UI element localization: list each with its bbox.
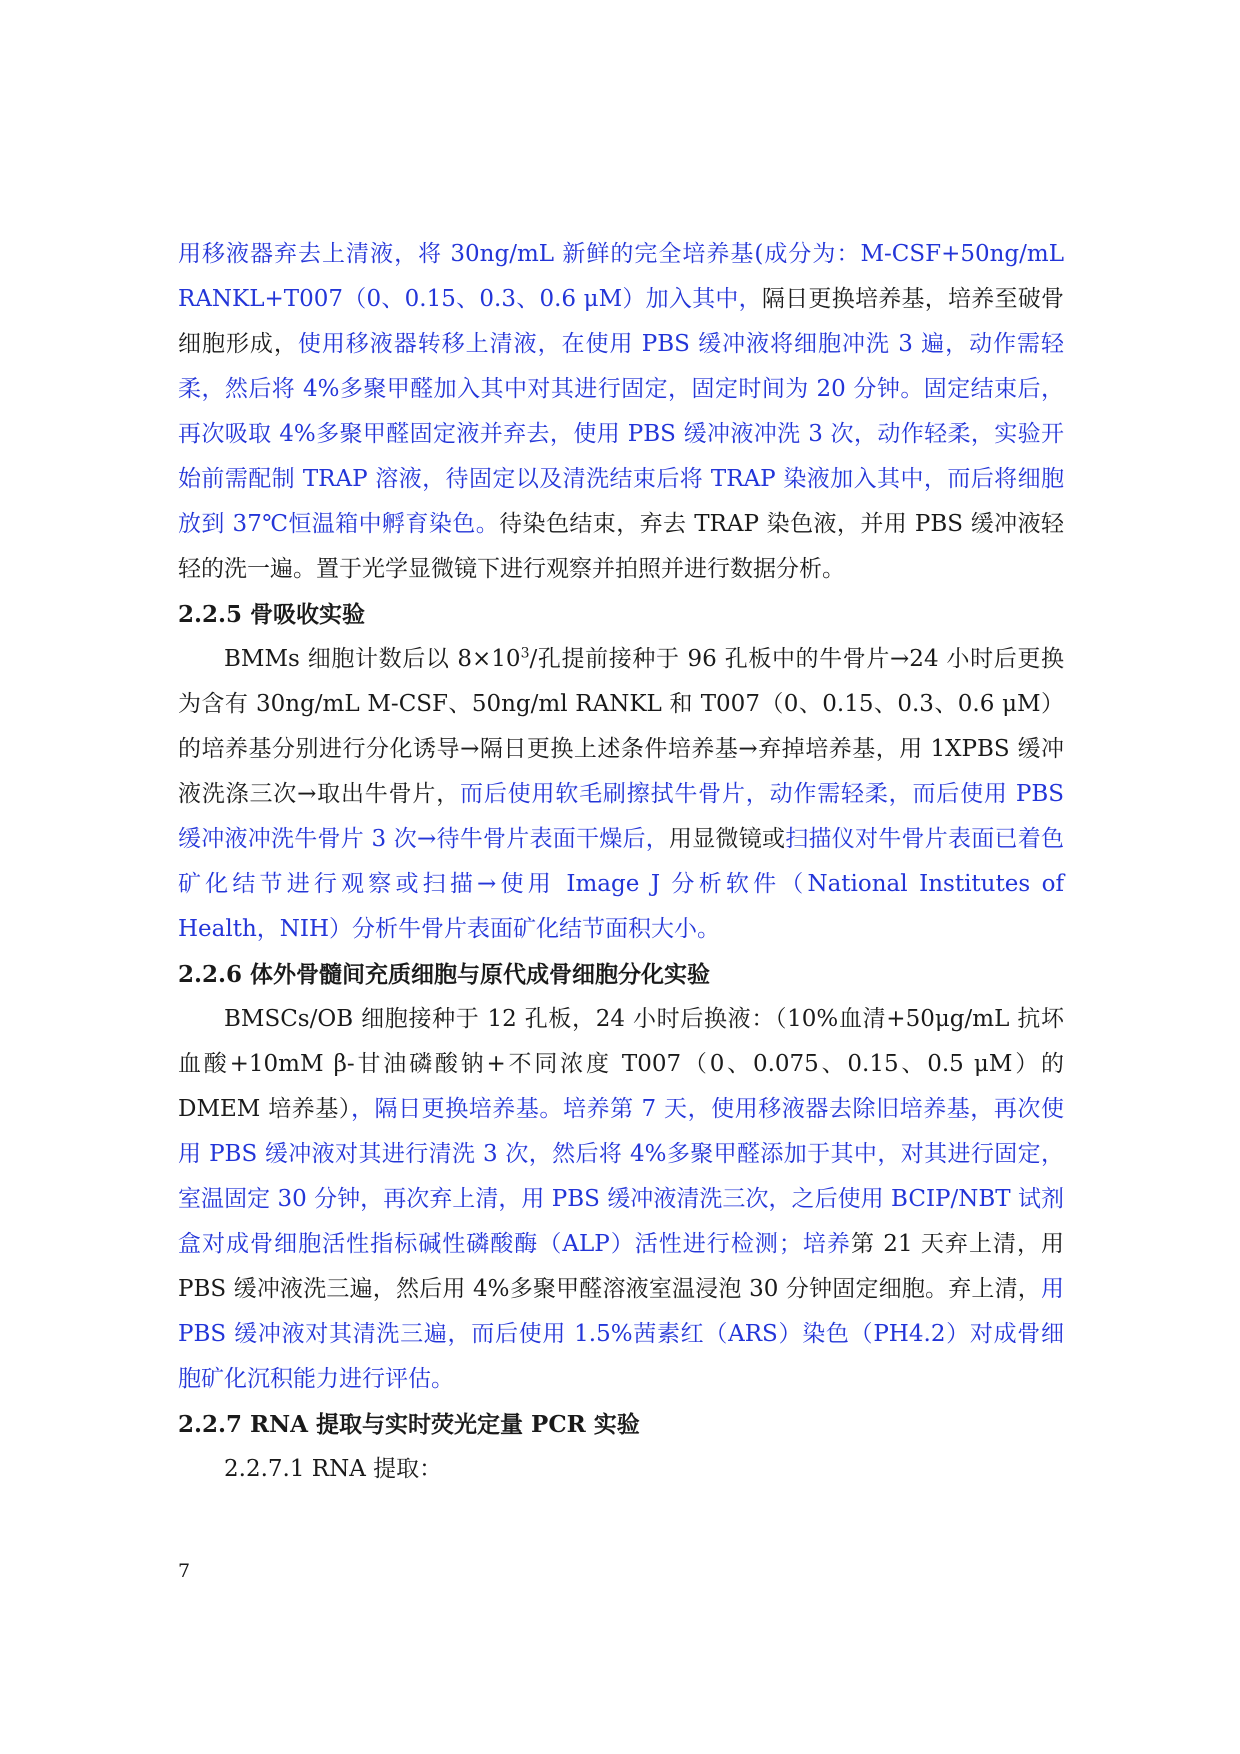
text-span: BMSCs/OB 细胞接种于 12 孔板，24 小时后换液：（10%血清+50μg/mL 抗坏血酸+10mM β-甘油磷酸钠+不同浓度 T007（0、0.075、0.15、0.5 μM）的 DMEM 培养基） [178, 1006, 1064, 1122]
text-span: /孔提前接种于 96 孔板中的牛骨片→24 小时后更换为含有 30ng/mL M-CSF、50ng/ml RANKL 和 T007（0、0.15、0.3、0.6 μM）的培养基分别进行分化诱导→隔日更换上述条件培养基→弃掉培养基，用 1XPBS 缓冲液洗涤三次→取出牛骨片， [178, 646, 1064, 807]
section-heading-2-2-5: 2.2.5 骨吸收实验 [178, 601, 366, 628]
page-number: 7 [178, 1560, 191, 1582]
text-span: 用显微镜或 [669, 826, 786, 852]
text-span: 而后使用软毛刷擦拭牛骨片，动作需轻柔，而后使用 PBS 缓冲液冲洗牛骨片 3 次→待牛骨片表面干燥后， [178, 781, 1064, 852]
text-span: 第 21 天弃上清，用 PBS 缓冲液洗三遍，然后用 4%多聚甲醛溶液室温浸泡 30 分钟固定细胞。弃上清， [178, 1231, 1065, 1302]
paragraph-trap-staining [178, 232, 1064, 592]
superscript: 3 [520, 645, 530, 662]
text-span: 隔日更换培养基，培养至破骨细胞形成， [178, 286, 1064, 357]
text-span: 培养 [801, 1231, 851, 1257]
text-span: ，隔日更换培养基。培养第 7 天，使用移液器去除旧培养基，再次使用 PBS 缓冲液对其进行清洗 3 次，然后将 4%多聚甲醛添加于其中，对其进行固定，室温固定 30 分钟，再次弃上清，用 PBS 缓冲液清洗三次，之后使用 BCIP/NBT 试剂盒对成骨细胞活性指标碱性磷酸酶（ALP）活性进行检测； [178, 1096, 1064, 1257]
text-span: BMMs 细胞计数后以 8×10 [224, 646, 521, 672]
subsection-2-2-7-1: 2.2.7.1 RNA 提取： [224, 1456, 443, 1482]
text-span: 扫描仪对牛骨片表面已着色矿化结节进行观察或扫描→使用 Image J 分析软件（National Institutes of Health，NIH）分析牛骨片表面矿化结节面积大小。 [178, 826, 1065, 942]
text-span: 用移液器弃去上清液，将 30ng/mL 新鲜的完全培养基(成分为：M-CSF+50ng/mL RANKL+T007（0、0.15、0.3、0.6 μM）加入其中， [178, 241, 1064, 312]
section-heading-2-2-7: 2.2.7 RNA 提取与实时荧光定量 PCR 实验 [178, 1411, 640, 1438]
section-heading-2-2-6: 2.2.6 体外骨髓间充质细胞与原代成骨细胞分化实验 [178, 961, 711, 988]
text-span: 待染色结束，弃去 TRAP 染色液，并用 PBS 缓冲液轻轻的洗一遍。置于光学显微镜下进行观察并拍照并进行数据分析。 [178, 511, 1064, 582]
paragraph-bone-resorption [178, 637, 1064, 952]
body-text [178, 232, 1064, 1492]
text-span: 用 PBS 缓冲液对其清洗三遍，而后使用 1.5%茜素红（ARS）染色（PH4.2）对成骨细胞矿化沉积能力进行评估。 [178, 1276, 1064, 1392]
paragraph-osteogenic-differentiation [178, 997, 1064, 1402]
text-span: 使用移液器转移上清液，在使用 PBS 缓冲液将细胞冲洗 3 遍，动作需轻柔，然后将 4%多聚甲醛加入其中对其进行固定，固定时间为 20 分钟。固定结束后，再次吸取 4%多聚甲醛固定液并弃去，使用 PBS 缓冲液冲洗 3 次，动作轻柔，实验开始前需配制 TRAP 溶液，待固定以及清洗结束后将 TRAP 染液加入其中，而后将细胞放到 37℃恒温箱中孵育染色。 [178, 331, 1064, 537]
